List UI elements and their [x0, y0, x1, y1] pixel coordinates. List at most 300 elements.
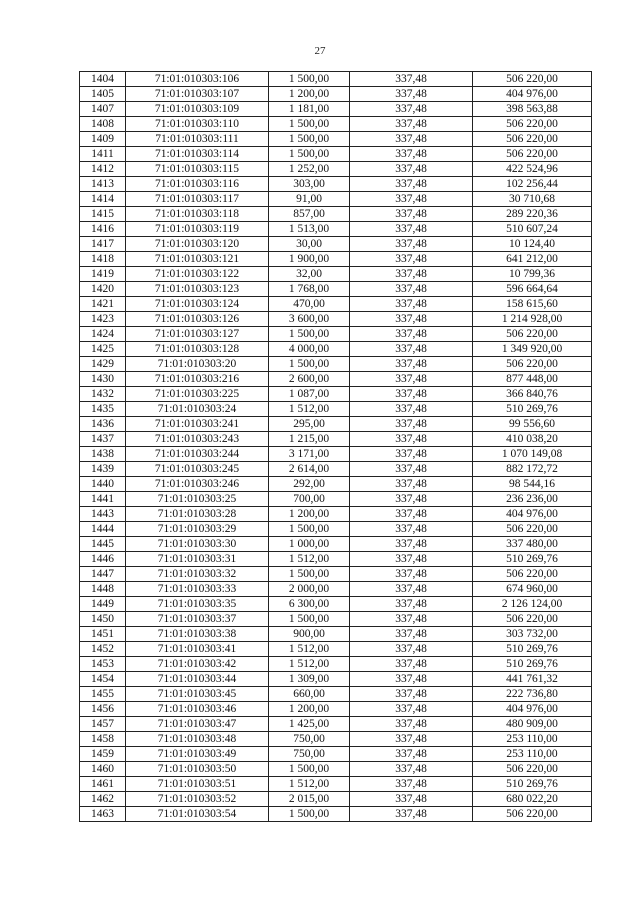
table-row [80, 477, 592, 492]
row-number-cell: 1417 [80, 237, 126, 252]
table-row [80, 132, 592, 147]
table-row [80, 402, 592, 417]
cadastral-number-cell: 71:01:010303:48 [126, 732, 269, 747]
row-number-cell: 1407 [80, 102, 126, 117]
table-row [80, 522, 592, 537]
rate-cell: 337,48 [350, 657, 473, 672]
table-row [80, 792, 592, 807]
area-cell: 1 768,00 [269, 282, 350, 297]
row-number-cell: 1457 [80, 717, 126, 732]
row-number-cell: 1405 [80, 87, 126, 102]
row-number-cell: 1451 [80, 627, 126, 642]
row-number-cell: 1415 [80, 207, 126, 222]
rate-cell: 337,48 [350, 102, 473, 117]
rate-cell: 337,48 [350, 87, 473, 102]
rate-cell: 337,48 [350, 507, 473, 522]
area-cell: 857,00 [269, 207, 350, 222]
value-cell: 510 607,24 [473, 222, 592, 237]
value-cell: 596 664,64 [473, 282, 592, 297]
cadastral-number-cell: 71:01:010303:241 [126, 417, 269, 432]
value-cell: 510 269,76 [473, 777, 592, 792]
table-row [80, 72, 592, 87]
table-row [80, 357, 592, 372]
cadastral-number-cell: 71:01:010303:246 [126, 477, 269, 492]
value-cell: 506 220,00 [473, 132, 592, 147]
row-number-cell: 1425 [80, 342, 126, 357]
area-cell: 1 500,00 [269, 762, 350, 777]
rate-cell: 337,48 [350, 807, 473, 822]
area-cell: 750,00 [269, 747, 350, 762]
area-cell: 1 181,00 [269, 102, 350, 117]
value-cell: 510 269,76 [473, 642, 592, 657]
rate-cell: 337,48 [350, 117, 473, 132]
table-row [80, 807, 592, 822]
cadastral-number-cell: 71:01:010303:115 [126, 162, 269, 177]
cadastral-number-cell: 71:01:010303:110 [126, 117, 269, 132]
row-number-cell: 1418 [80, 252, 126, 267]
table-row [80, 417, 592, 432]
area-cell: 2 614,00 [269, 462, 350, 477]
value-cell: 510 269,76 [473, 657, 592, 672]
row-number-cell: 1435 [80, 402, 126, 417]
value-cell: 99 556,60 [473, 417, 592, 432]
row-number-cell: 1448 [80, 582, 126, 597]
row-number-cell: 1443 [80, 507, 126, 522]
row-number-cell: 1411 [80, 147, 126, 162]
cadastral-number-cell: 71:01:010303:121 [126, 252, 269, 267]
area-cell: 1 512,00 [269, 657, 350, 672]
value-cell: 480 909,00 [473, 717, 592, 732]
table-row [80, 102, 592, 117]
value-cell: 337 480,00 [473, 537, 592, 552]
value-cell: 506 220,00 [473, 72, 592, 87]
cadastral-number-cell: 71:01:010303:35 [126, 597, 269, 612]
value-cell: 1 070 149,08 [473, 447, 592, 462]
table-row [80, 747, 592, 762]
table-row [80, 612, 592, 627]
rate-cell: 337,48 [350, 582, 473, 597]
row-number-cell: 1455 [80, 687, 126, 702]
table-row [80, 87, 592, 102]
value-cell: 98 544,16 [473, 477, 592, 492]
area-cell: 292,00 [269, 477, 350, 492]
row-number-cell: 1449 [80, 597, 126, 612]
cadastral-number-cell: 71:01:010303:46 [126, 702, 269, 717]
table-row [80, 552, 592, 567]
cadastral-number-cell: 71:01:010303:127 [126, 327, 269, 342]
cadastral-number-cell: 71:01:010303:116 [126, 177, 269, 192]
value-cell: 882 172,72 [473, 462, 592, 477]
cadastral-number-cell: 71:01:010303:37 [126, 612, 269, 627]
table-row [80, 162, 592, 177]
table-row [80, 237, 592, 252]
rate-cell: 337,48 [350, 462, 473, 477]
row-number-cell: 1441 [80, 492, 126, 507]
rate-cell: 337,48 [350, 597, 473, 612]
table-row [80, 372, 592, 387]
table-row [80, 207, 592, 222]
area-cell: 1 500,00 [269, 132, 350, 147]
rate-cell: 337,48 [350, 192, 473, 207]
table-row [80, 387, 592, 402]
area-cell: 1 500,00 [269, 327, 350, 342]
row-number-cell: 1450 [80, 612, 126, 627]
rate-cell: 337,48 [350, 627, 473, 642]
area-cell: 1 500,00 [269, 522, 350, 537]
table-row [80, 252, 592, 267]
cadastral-number-cell: 71:01:010303:244 [126, 447, 269, 462]
value-cell: 506 220,00 [473, 357, 592, 372]
table-row [80, 432, 592, 447]
row-number-cell: 1432 [80, 387, 126, 402]
row-number-cell: 1440 [80, 477, 126, 492]
cadastral-number-cell: 71:01:010303:47 [126, 717, 269, 732]
rate-cell: 337,48 [350, 747, 473, 762]
value-cell: 506 220,00 [473, 612, 592, 627]
area-cell: 1 500,00 [269, 612, 350, 627]
table-row [80, 732, 592, 747]
rate-cell: 337,48 [350, 717, 473, 732]
cadastral-number-cell: 71:01:010303:25 [126, 492, 269, 507]
rate-cell: 337,48 [350, 297, 473, 312]
row-number-cell: 1458 [80, 732, 126, 747]
value-cell: 506 220,00 [473, 147, 592, 162]
rate-cell: 337,48 [350, 237, 473, 252]
value-cell: 303 732,00 [473, 627, 592, 642]
area-cell: 1 512,00 [269, 642, 350, 657]
area-cell: 1 215,00 [269, 432, 350, 447]
cadastral-number-cell: 71:01:010303:49 [126, 747, 269, 762]
area-cell: 4 000,00 [269, 342, 350, 357]
cadastral-number-cell: 71:01:010303:124 [126, 297, 269, 312]
value-cell: 30 710,68 [473, 192, 592, 207]
rate-cell: 337,48 [350, 162, 473, 177]
cadastral-number-cell: 71:01:010303:28 [126, 507, 269, 522]
rate-cell: 337,48 [350, 537, 473, 552]
page-number: 27 [314, 45, 326, 57]
row-number-cell: 1439 [80, 462, 126, 477]
row-number-cell: 1424 [80, 327, 126, 342]
cadastral-number-cell: 71:01:010303:50 [126, 762, 269, 777]
value-cell: 506 220,00 [473, 567, 592, 582]
value-cell: 422 524,96 [473, 162, 592, 177]
cadastral-number-cell: 71:01:010303:20 [126, 357, 269, 372]
area-cell: 1 500,00 [269, 567, 350, 582]
area-cell: 1 900,00 [269, 252, 350, 267]
area-cell: 1 500,00 [269, 357, 350, 372]
cadastral-number-cell: 71:01:010303:123 [126, 282, 269, 297]
table-row [80, 177, 592, 192]
rate-cell: 337,48 [350, 342, 473, 357]
value-cell: 236 236,00 [473, 492, 592, 507]
row-number-cell: 1461 [80, 777, 126, 792]
rate-cell: 337,48 [350, 567, 473, 582]
table-row [80, 492, 592, 507]
rate-cell: 337,48 [350, 222, 473, 237]
row-number-cell: 1408 [80, 117, 126, 132]
area-cell: 32,00 [269, 267, 350, 282]
table-body [80, 72, 592, 822]
value-cell: 410 038,20 [473, 432, 592, 447]
cadastral-number-cell: 71:01:010303:245 [126, 462, 269, 477]
value-cell: 510 269,76 [473, 402, 592, 417]
rate-cell: 337,48 [350, 387, 473, 402]
area-cell: 1 500,00 [269, 72, 350, 87]
row-number-cell: 1446 [80, 552, 126, 567]
rate-cell: 337,48 [350, 432, 473, 447]
row-number-cell: 1421 [80, 297, 126, 312]
land-registry-table [79, 71, 592, 822]
row-number-cell: 1438 [80, 447, 126, 462]
area-cell: 2 000,00 [269, 582, 350, 597]
value-cell: 253 110,00 [473, 732, 592, 747]
cadastral-number-cell: 71:01:010303:41 [126, 642, 269, 657]
rate-cell: 337,48 [350, 777, 473, 792]
table-row [80, 762, 592, 777]
area-cell: 750,00 [269, 732, 350, 747]
value-cell: 1 214 928,00 [473, 312, 592, 327]
rate-cell: 337,48 [350, 702, 473, 717]
rate-cell: 337,48 [350, 642, 473, 657]
rate-cell: 337,48 [350, 357, 473, 372]
value-cell: 102 256,44 [473, 177, 592, 192]
area-cell: 660,00 [269, 687, 350, 702]
rate-cell: 337,48 [350, 672, 473, 687]
row-number-cell: 1429 [80, 357, 126, 372]
area-cell: 91,00 [269, 192, 350, 207]
table-row [80, 312, 592, 327]
cadastral-number-cell: 71:01:010303:32 [126, 567, 269, 582]
rate-cell: 337,48 [350, 132, 473, 147]
row-number-cell: 1447 [80, 567, 126, 582]
area-cell: 1 512,00 [269, 402, 350, 417]
area-cell: 1 087,00 [269, 387, 350, 402]
table-row [80, 222, 592, 237]
table-row [80, 627, 592, 642]
cadastral-number-cell: 71:01:010303:216 [126, 372, 269, 387]
area-cell: 1 309,00 [269, 672, 350, 687]
rate-cell: 337,48 [350, 72, 473, 87]
area-cell: 700,00 [269, 492, 350, 507]
area-cell: 2 015,00 [269, 792, 350, 807]
row-number-cell: 1445 [80, 537, 126, 552]
cadastral-number-cell: 71:01:010303:120 [126, 237, 269, 252]
value-cell: 10 124,40 [473, 237, 592, 252]
row-number-cell: 1416 [80, 222, 126, 237]
cadastral-number-cell: 71:01:010303:45 [126, 687, 269, 702]
row-number-cell: 1414 [80, 192, 126, 207]
table-row [80, 462, 592, 477]
value-cell: 253 110,00 [473, 747, 592, 762]
table-row [80, 672, 592, 687]
value-cell: 506 220,00 [473, 522, 592, 537]
rate-cell: 337,48 [350, 267, 473, 282]
rate-cell: 337,48 [350, 147, 473, 162]
value-cell: 366 840,76 [473, 387, 592, 402]
table-row [80, 447, 592, 462]
value-cell: 506 220,00 [473, 117, 592, 132]
cadastral-number-cell: 71:01:010303:114 [126, 147, 269, 162]
value-cell: 404 976,00 [473, 702, 592, 717]
area-cell: 1 512,00 [269, 552, 350, 567]
area-cell: 470,00 [269, 297, 350, 312]
rate-cell: 337,48 [350, 612, 473, 627]
cadastral-number-cell: 71:01:010303:106 [126, 72, 269, 87]
value-cell: 510 269,76 [473, 552, 592, 567]
value-cell: 506 220,00 [473, 807, 592, 822]
value-cell: 674 960,00 [473, 582, 592, 597]
area-cell: 1 425,00 [269, 717, 350, 732]
cadastral-number-cell: 71:01:010303:117 [126, 192, 269, 207]
row-number-cell: 1462 [80, 792, 126, 807]
table-row [80, 642, 592, 657]
table-row [80, 537, 592, 552]
cadastral-number-cell: 71:01:010303:33 [126, 582, 269, 597]
table-row [80, 147, 592, 162]
cadastral-number-cell: 71:01:010303:54 [126, 807, 269, 822]
rate-cell: 337,48 [350, 522, 473, 537]
table-row [80, 267, 592, 282]
row-number-cell: 1454 [80, 672, 126, 687]
area-cell: 1 500,00 [269, 807, 350, 822]
row-number-cell: 1409 [80, 132, 126, 147]
area-cell: 6 300,00 [269, 597, 350, 612]
table-row [80, 192, 592, 207]
table-row [80, 687, 592, 702]
rate-cell: 337,48 [350, 372, 473, 387]
value-cell: 641 212,00 [473, 252, 592, 267]
rate-cell: 337,48 [350, 792, 473, 807]
value-cell: 404 976,00 [473, 507, 592, 522]
value-cell: 289 220,36 [473, 207, 592, 222]
table-row [80, 777, 592, 792]
cadastral-number-cell: 71:01:010303:29 [126, 522, 269, 537]
rate-cell: 337,48 [350, 402, 473, 417]
value-cell: 2 126 124,00 [473, 597, 592, 612]
row-number-cell: 1436 [80, 417, 126, 432]
cadastral-number-cell: 71:01:010303:122 [126, 267, 269, 282]
rate-cell: 337,48 [350, 207, 473, 222]
value-cell: 441 761,32 [473, 672, 592, 687]
value-cell: 1 349 920,00 [473, 342, 592, 357]
table-row [80, 702, 592, 717]
cadastral-number-cell: 71:01:010303:107 [126, 87, 269, 102]
table-row [80, 507, 592, 522]
value-cell: 10 799,36 [473, 267, 592, 282]
rate-cell: 337,48 [350, 552, 473, 567]
cadastral-number-cell: 71:01:010303:31 [126, 552, 269, 567]
row-number-cell: 1437 [80, 432, 126, 447]
area-cell: 2 600,00 [269, 372, 350, 387]
row-number-cell: 1463 [80, 807, 126, 822]
value-cell: 398 563,88 [473, 102, 592, 117]
table-row [80, 327, 592, 342]
row-number-cell: 1460 [80, 762, 126, 777]
cadastral-number-cell: 71:01:010303:243 [126, 432, 269, 447]
table-row [80, 117, 592, 132]
rate-cell: 337,48 [350, 447, 473, 462]
area-cell: 30,00 [269, 237, 350, 252]
table-row [80, 567, 592, 582]
rate-cell: 337,48 [350, 762, 473, 777]
cadastral-number-cell: 71:01:010303:38 [126, 627, 269, 642]
row-number-cell: 1423 [80, 312, 126, 327]
row-number-cell: 1404 [80, 72, 126, 87]
area-cell: 1 000,00 [269, 537, 350, 552]
value-cell: 877 448,00 [473, 372, 592, 387]
value-cell: 506 220,00 [473, 762, 592, 777]
row-number-cell: 1413 [80, 177, 126, 192]
rate-cell: 337,48 [350, 492, 473, 507]
cadastral-number-cell: 71:01:010303:51 [126, 777, 269, 792]
row-number-cell: 1456 [80, 702, 126, 717]
rate-cell: 337,48 [350, 177, 473, 192]
rate-cell: 337,48 [350, 687, 473, 702]
table-row [80, 282, 592, 297]
area-cell: 3 600,00 [269, 312, 350, 327]
row-number-cell: 1412 [80, 162, 126, 177]
cadastral-number-cell: 71:01:010303:118 [126, 207, 269, 222]
table-row [80, 597, 592, 612]
table-row [80, 342, 592, 357]
cadastral-number-cell: 71:01:010303:30 [126, 537, 269, 552]
value-cell: 158 615,60 [473, 297, 592, 312]
value-cell: 506 220,00 [473, 327, 592, 342]
row-number-cell: 1452 [80, 642, 126, 657]
cadastral-number-cell: 71:01:010303:111 [126, 132, 269, 147]
cadastral-number-cell: 71:01:010303:42 [126, 657, 269, 672]
rate-cell: 337,48 [350, 282, 473, 297]
area-cell: 295,00 [269, 417, 350, 432]
cadastral-number-cell: 71:01:010303:128 [126, 342, 269, 357]
area-cell: 1 200,00 [269, 702, 350, 717]
area-cell: 303,00 [269, 177, 350, 192]
area-cell: 1 513,00 [269, 222, 350, 237]
area-cell: 1 500,00 [269, 147, 350, 162]
rate-cell: 337,48 [350, 252, 473, 267]
cadastral-number-cell: 71:01:010303:52 [126, 792, 269, 807]
row-number-cell: 1453 [80, 657, 126, 672]
table-row [80, 657, 592, 672]
row-number-cell: 1459 [80, 747, 126, 762]
cadastral-number-cell: 71:01:010303:109 [126, 102, 269, 117]
rate-cell: 337,48 [350, 477, 473, 492]
row-number-cell: 1420 [80, 282, 126, 297]
cadastral-number-cell: 71:01:010303:24 [126, 402, 269, 417]
area-cell: 1 200,00 [269, 87, 350, 102]
rate-cell: 337,48 [350, 732, 473, 747]
area-cell: 900,00 [269, 627, 350, 642]
table-row [80, 297, 592, 312]
row-number-cell: 1430 [80, 372, 126, 387]
rate-cell: 337,48 [350, 417, 473, 432]
cadastral-number-cell: 71:01:010303:126 [126, 312, 269, 327]
value-cell: 222 736,80 [473, 687, 592, 702]
cadastral-number-cell: 71:01:010303:44 [126, 672, 269, 687]
table-row [80, 717, 592, 732]
area-cell: 1 200,00 [269, 507, 350, 522]
table-row [80, 582, 592, 597]
row-number-cell: 1444 [80, 522, 126, 537]
value-cell: 404 976,00 [473, 87, 592, 102]
cadastral-number-cell: 71:01:010303:225 [126, 387, 269, 402]
cadastral-number-cell: 71:01:010303:119 [126, 222, 269, 237]
value-cell: 680 022,20 [473, 792, 592, 807]
rate-cell: 337,48 [350, 312, 473, 327]
rate-cell: 337,48 [350, 327, 473, 342]
area-cell: 1 252,00 [269, 162, 350, 177]
row-number-cell: 1419 [80, 267, 126, 282]
